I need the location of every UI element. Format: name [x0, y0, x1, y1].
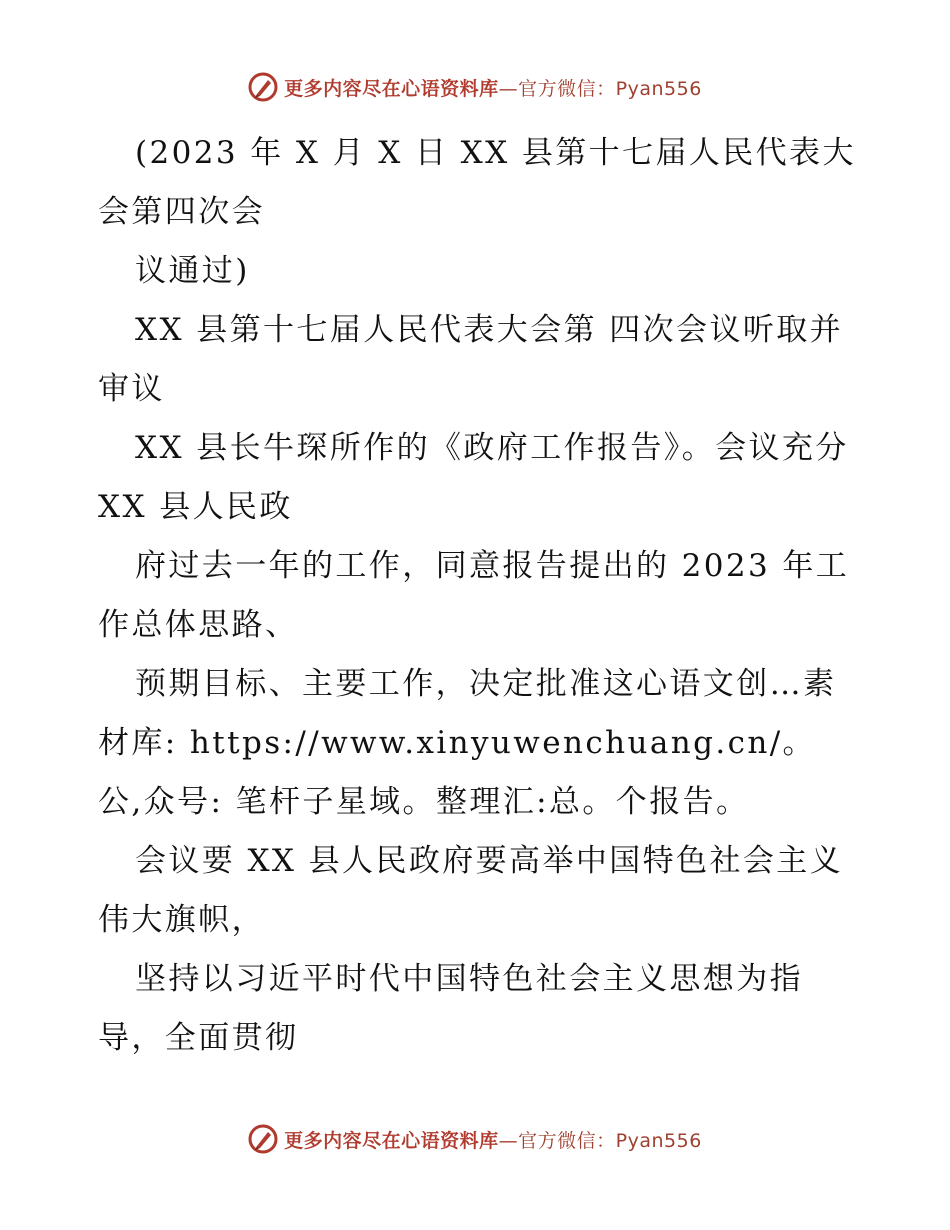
paragraph-2: 议通过) [135, 253, 250, 289]
paragraph-5: 府过去一年的工作，同意报告提出的 2023 年工作总体思路、 [98, 548, 850, 643]
paragraph-3: XX 县第十七届人民代表大会第 四次会议听取并审议 [98, 312, 844, 407]
footer-banner-text: 更多内容尽在心语资料库—官方微信：Pyan556 [284, 1129, 702, 1152]
paragraph-6: 预期目标、主要工作，决定批准这心语文创…素材库: https://www.xinyuwenchuang.cn/。公,众号: 笔杆子星域。整理汇:总。个报告。 [98, 666, 837, 820]
paragraph-8: 坚持以习近平时代中国特色社会主义思想为指导，全面贯彻 [98, 961, 803, 1056]
pen-logo-icon [248, 72, 278, 102]
header-watermark-banner [0, 72, 950, 102]
paragraph-1: (2023 年 X 月 X 日 XX 县第十七届人民代表大会第四次会 [98, 135, 856, 230]
pen-logo-icon [248, 1124, 278, 1154]
document-body [98, 124, 858, 1068]
paragraph-4: XX 县长牛琛所作的《政府工作报告》。会议充分 XX 县人民政 [98, 430, 849, 525]
footer-watermark-banner [0, 1124, 950, 1154]
paragraph-7: 会议要 XX 县人民政府要高举中国特色社会主义伟大旗帜， [98, 843, 844, 938]
header-banner-text: 更多内容尽在心语资料库—官方微信：Pyan556 [284, 77, 702, 100]
